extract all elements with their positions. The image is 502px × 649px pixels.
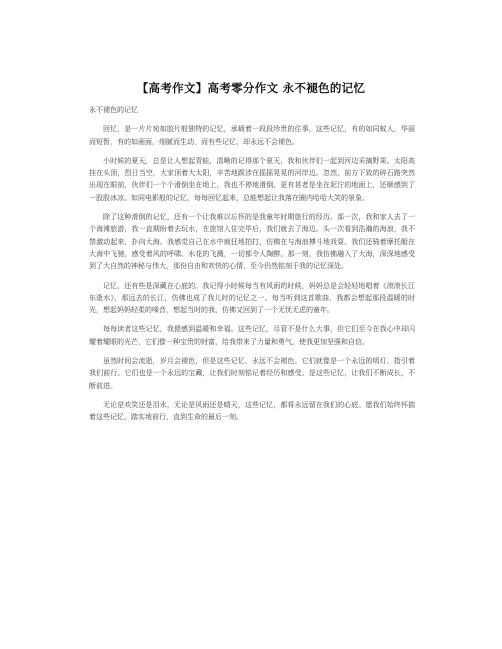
paragraph: 小时候的夏天，总是让人想起青蛙，清晰的记得那个夏天，我和伙伴们一起到河边采摘野果。太阳高挂在头顶，烈日当空，大家顶着大太阳，辛苦地跋涉在摇摇晃晃的河岸边。忽然，前方下致的碎石路突然出现在眼前，伙伴们一个个滑倒坐在地上，我也不停地滑倒，更有甚者是坐在泥泞的地面上，还顺感到了一股股冰凉。如同电影般的记忆，每每回忆起来，总能想起让我落在圈内哈哈大笑的景象。 [89,156,415,202]
paragraph: 无论是欢笑还是泪水，无论是风雨还是晴天，这些记忆，都将永远留在我们的心底。愿我们始终怀揣着这些记忆，踏实地前行，直到生命的最后一刻。 [89,400,415,422]
paragraph: 回忆，是一片片宛如胶片般独特的记忆，承载着一段段珍贵的往事，这些记忆，有的如同蚊人，华丽而短暂，有的如画面，细腻而生动，而有些记忆，却永远不会褪色。 [89,125,415,146]
paragraph: 每每读者这些记忆，我便感到温暖和幸福。这些记忆，尽管不是什么大事，但它们至今在我心中却闪耀着耀眼的光芒，它们像一种宝贵的财富，给我带来了力量和勇气，使我更加坚强和自信。 [89,325,415,346]
document-title: 【高考作文】高考零分作文 永不褪色的记忆 [136,81,366,95]
document-subtitle: 永不褪色的记忆 [89,106,138,114]
paragraph: 虽然时间会流逝，岁月会褪色，但是这些记忆，永远不会褪色。它们就像是一个永远的明灯，指引着我们前行。它们也是一个永远的宝藏，让我们时刻铭记着经历和感受。是这些记忆，让我们不断成长，不断前进。 [89,357,415,390]
paragraph: 记忆，还有些是深藏在心底的。我记得小时候每当有风雨的时候，妈妈总是会轻轻地唱着《滚滚长江东逝水》，那远去的长江，仿佛也成了我儿时的记忆之一。每当听到这首歌曲，我都会想起那段温暖的时光，想起妈妈轻柔的嗓音，想起当时的我，仿佛又回到了一个无忧无虑的童年。 [89,281,415,315]
paragraph: 除了这种滑倒的记忆，还有一个让我难以忘怀的是我童年时期旅行的经历。那一次，我和家人去了一个海滩旅游，我一直期盼着去玩水，在旅馆入住完毕后，我们就去了海边。头一次看到浩瀚的海浪，我不禁激动起来，扑向大海。我感觉自己在水中疯狂地拍打，仿佛在与海浪搏斗地戏耍。我们还骑着摩托艇在大海中飞驰，感受着风的呼啸、水花的飞溅，一切都令人陶醉。那一刻，我仿佛融入了大海，深深地感受到了大自然的神秘与伟大，那份自由和欢快的心情，至今仍然铭刻于我的记忆深处。 [89,213,415,271]
document-body [89,104,415,431]
